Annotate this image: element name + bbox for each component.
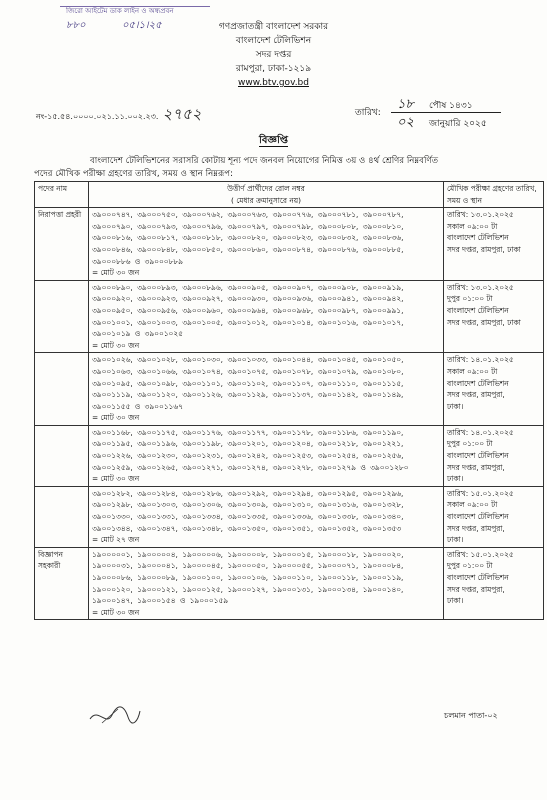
schedule-line: সদর দপ্তর, রামপুরা, ঢাকা — [447, 317, 521, 327]
roll-total: = মোট ৩০ জন — [92, 607, 140, 617]
intro-line-1: বাংলাদেশ টেলিভিশনের সরাসরি কোটায় শূন্য পদে জনবল নিয়োগের নিমিত্ত ৩য় ও ৪র্থ শ্রেণির নিম্নবর্ণিত — [90, 156, 439, 166]
roll-total: = মোট ৩০ জন — [92, 268, 140, 278]
cell-rolls — [89, 486, 444, 547]
schedule-line: বাংলাদেশ টেলিভিশন — [447, 378, 509, 388]
table-row — [35, 547, 544, 620]
roll-total: = মোট ৩০ জন — [92, 340, 140, 350]
stamp-office-label: জিরো আইটেম ডাক লাইন ও অন্ধপ্রবন — [66, 7, 174, 15]
cell-rolls — [89, 280, 444, 353]
date-month-bangla: পৌষ ১৪৩১ — [429, 101, 473, 111]
schedule-table — [34, 181, 544, 620]
table-body — [35, 208, 544, 620]
schedule-line: বাংলাদেশ টেলিভিশন — [447, 233, 509, 243]
schedule-line: দুপুর ০১:০০ টা — [447, 294, 493, 304]
cell-rolls — [89, 353, 444, 426]
schedule-line: তারিখ: ১৫.০১.২০২৫ — [447, 488, 514, 498]
schedule-line: ঢাকা। — [447, 401, 464, 411]
intro-line-2: পদের মৌখিক পরীক্ষা গ্রহণের তারিখ, সময় ও স্থান নিম্নরূপ: — [34, 169, 233, 179]
header-roll — [89, 182, 444, 208]
schedule-line: ঢাকা। — [447, 535, 464, 545]
date-label: তারিখ: — [355, 108, 381, 118]
roll-list: ৩৯০০০৭৪৭, ৩৯০০০৭৫০, ৩৯০০০৭৬২, ৩৯০০০৭৬৩, ৩৯০০০৭৭৬, ৩৯০০০৭৮১, ৩৯০০০৭৮৭, ৩৯০০০৭৯০, ৩৯০০০৭৯৩, ৩৯০০০৭৯৬, ৩৯০০০৭৯৭, ৩৯০০০৭৯৮, ৩৯০০০৮০৮, ৩৯০০০৮১০, ৩৯০০০৮১৬, ৩৯০০০৮১৭, ৩৯০০০৮১৮, ৩৯০০০৮২০, ৩৯০০০৮২৩, ৩৯০০০৮৩২, ৩৯০০০৮৩৬, ৩৯০০০৮৪৬, ৩৯০০০৮৪৮, ৩৯০০০৮৫০, ৩৯০০০৮৬০, ৩৯০০০৮৭৪, ৩৯০০০৮৭৬, ৩৯০০০৮৮৫, ৩৯০০০৮৮৬ ও ৩৯০০০৮৮৯ — [92, 210, 404, 266]
roll-total: = মোট ২৭ জন — [92, 535, 140, 545]
roll-list: ৩৯০০১০২৬, ৩৯০০১০২৮, ৩৯০০১০৩০, ৩৯০০১০৩৩, ৩৯০০১০৪৪, ৩৯০০১০৪৫, ৩৯০০১০৫০, ৩৯০০১০৬৩, ৩৯০০১০৬৬, ৩৯০০১০৭৪, ৩৯০০১০৭৫, ৩৯০০১০৭৮, ৩৯০০১০৭৯, ৩৯০০১০৮০, ৩৯০০১০৯৫, ৩৯০০১০৯৮, ৩৯০০১১০১, ৩৯০০১১০২, ৩৯০০১১০৭, ৩৯০০১১১০, ৩৯০০১১১৫, ৩৯০০১১১৯, ৩৯০০১১২০, ৩৯০০১১২৬, ৩৯০০১১২৯, ৩৯০০১১৩৭, ৩৯০০১১৪২, ৩৯০০১১৪৯, ৩৯০০১১৫৫ ও ৩৯০০১১৬৭ — [92, 355, 404, 411]
schedule-line: দুপুর ০১:০০ টা — [447, 439, 493, 449]
notice-title-text: বিজ্ঞপ্তি — [258, 135, 289, 146]
schedule-line: তারিখ: ১৫.০১.২০২৫ — [447, 549, 514, 559]
header-roll-title: উত্তীর্ণ প্রার্থীদের রোল নম্বর — [227, 184, 305, 193]
cell-post — [35, 353, 89, 426]
date-day-english: ০২ — [397, 115, 414, 130]
schedule-line: সদর দপ্তর, রামপুরা, — [447, 523, 505, 533]
roll-list: ৩৯০০১২৮২, ৩৯০০১২৮৪, ৩৯০০১২৮৬, ৩৯০০১২৯২, ৩৯০০১২৯৪, ৩৯০০১২৯৫, ৩৯০০১২৯৬, ৩৯০০১২৯৮, ৩৯০০১৩০৩, ৩৯০০১৩০৬, ৩৯০০১৩০৯, ৩৯০০১৩১০, ৩৯০০১৩১৬, ৩৯০০১৩২৮, ৩৯০০১৩৩০, ৩৯০০১৩৩১, ৩৯০০১৩৩৪, ৩৯০০১৩৩৫, ৩৯০০১৩৩৬, ৩৯০০১৩৩৮, ৩৯০০১৩৪০, ৩৯০০১৩৪৪, ৩৯০০১৩৪৭, ৩৯০০১৩৪৮, ৩৯০০১৩৫০, ৩৯০০১৩৫১, ৩৯০০১৩৫২, ৩৯০০১৩৫৩ — [92, 488, 404, 533]
cell-schedule — [444, 486, 544, 547]
header-org: বাংলাদেশ টেলিভিশন — [235, 36, 312, 46]
memo-handwritten: ২৭৫২ — [162, 105, 202, 123]
signature-mark — [88, 703, 142, 729]
cell-rolls — [89, 547, 444, 620]
schedule-line: বাংলাদেশ টেলিভিশন — [447, 573, 509, 582]
header-office: সদর দপ্তর — [255, 50, 292, 60]
cell-rolls — [89, 425, 444, 486]
schedule-line: সদর দপ্তর, রামপুরা, — [447, 390, 505, 400]
cell-schedule — [444, 208, 544, 281]
table-row — [35, 353, 544, 426]
schedule-line: বাংলাদেশ টেলিভিশন — [447, 305, 509, 315]
memo-number-text: নং-১৫.৫৪.০০০০.০২১.১১.০০২.২৩. — [36, 112, 159, 121]
cell-schedule — [444, 425, 544, 486]
cell-post: নিরাপত্তা প্রহরী — [35, 208, 89, 281]
header-website: www.btv.gov.bd — [238, 78, 309, 88]
roll-list: ৩৯০০১১৬৮, ৩৯০০১১৭৫, ৩৯০০১১৭৬, ৩৯০০১১৭৭, ৩৯০০১১৭৮, ৩৯০০১১৮৬, ৩৯০০১১৯০, ৩৯০০১১৯৫, ৩৯০০১১৯৬, ৩৯০০১১৯৮, ৩৯০০১২০১, ৩৯০০১২০৪, ৩৯০০১২১৮, ৩৯০০১২২১, ৩৯০০১২২৬, ৩৯০০১২৩০, ৩৯০০১২৩১, ৩৯০০১২৪২, ৩৯০০১২৫৩, ৩৯০০১২৫৪, ৩৯০০১২৫৬, ৩৯০০১২৫৯, ৩৯০০১২৬৫, ৩৯০০১২৭১, ৩৯০০১২৭৪, ৩৯০০১২৭৮, ৩৯০০১২৭৯ ও ৩৯০০১২৮০ — [92, 427, 409, 472]
table-row — [35, 280, 544, 353]
cell-post — [35, 425, 89, 486]
header-roll-subtitle: ( মেধার ক্রমানুসারে নয়) — [231, 195, 301, 205]
roll-total: = মোট ৩০ জন — [92, 413, 140, 423]
cell-rolls — [89, 208, 444, 281]
schedule-line: দুপুর ০১:০০ টা — [447, 561, 493, 571]
header-address: রামপুরা, ঢাকা-১২১৯ — [235, 64, 312, 74]
stamp-received-number: ৮৮০ — [66, 20, 86, 31]
schedule-line: সকাল ০৯:০০ টা — [447, 500, 498, 510]
schedule-line: বাংলাদেশ টেলিভিশন — [447, 451, 509, 461]
schedule-line: তারিখ: ১৩.০১.২০২৫ — [447, 282, 514, 292]
schedule-line: বাংলাদেশ টেলিভিশন — [447, 512, 509, 522]
notice-intro — [34, 155, 534, 181]
roll-list: ৩৯০০০৮৯০, ৩৯০০০৮৯৩, ৩৯০০০৮৯৬, ৩৯০০০৯০৫, ৩৯০০০৯০৭, ৩৯০০০৯০৮, ৩৯০০০৯১৯, ৩৯০০০৯২০, ৩৯০০০৯২৩, ৩৯০০০৯২৭, ৩৯০০০৯৩০, ৩৯০০০৯৩৬, ৩৯০০০৯৪১, ৩৯০০০৯৪২, ৩৯০০০৯৫০, ৩৯০০০৯৫৬, ৩৯০০০৯৬০, ৩৯০০০৯৬৪, ৩৯০০০৯৬৮, ৩৯০০০৯৮৭, ৩৯০০০৯৯১, ৩৯০০১০০১, ৩৯০০১০০৩, ৩৯০০১০০৫, ৩৯০০১০১২, ৩৯০০১০১৪, ৩৯০০১০১৬, ৩৯০০১০১৭, ৩৯০০১০১৯ ও ৩৯০০১০২৫ — [92, 282, 404, 339]
schedule-line: তারিখ: ১৩.০১.২০২৫ — [447, 210, 514, 220]
schedule-line: তারিখ: ১৪.০১.২০২৫ — [447, 427, 514, 437]
schedule-line: সদর দপ্তর, রামপুরা, — [447, 584, 505, 594]
cell-post — [35, 280, 89, 353]
roll-total: = মোট ৩০ জন — [92, 474, 140, 484]
roll-list: ১৯০০০০০১, ১৯০০০০০৪, ১৯০০০০০৬, ১৯০০০০০৮, ১৯০০০০১৫, ১৯০০০০১৮, ১৯০০০০২০, ১৯০০০০৩১, ১৯০০০০৪১, ১৯০০০০৪৫, ১৯০০০০৫০, ১৯০০০০৫৫, ১৯০০০০৭১, ১৯০০০০৮৪, ১৯০০০০৮৬, ১৯০০০০৮৯, ১৯০০০১০০, ১৯০০০১০৬, ১৯০০০১১০, ১৯০০০১১৮, ১৯০০০১১৯, ১৯০০০১২০, ১৯০০০১২১, ১৯০০০১২৫, ১৯০০০১২৭, ১৯০০০১৩১, ১৯০০০১৩৪, ১৯০০০১৪০, ১৯০০০১৪৭, ১৯০০০১৫৪ ও ১৯০০০১৫৯ — [92, 549, 404, 606]
schedule-line: ঢাকা। — [447, 474, 464, 484]
schedule-line: সদর দপ্তর, রামপুরা, — [447, 462, 505, 472]
table-header-row — [35, 182, 544, 208]
stamp-received-date: ০৫।১।২৫ — [122, 20, 162, 31]
continued-label: চলমান পাতা-০২ — [444, 711, 498, 720]
memo-number — [36, 103, 201, 128]
cell-post — [35, 486, 89, 547]
schedule-line: সকাল ০৯:০০ টা — [447, 221, 498, 231]
schedule-line: সকাল ০৯:০০ টা — [447, 366, 498, 376]
cell-schedule — [444, 280, 544, 353]
table-row — [35, 208, 544, 281]
table-row — [35, 486, 544, 547]
date-month-english: জানুয়ারি ২০২৫ — [429, 119, 487, 129]
cell-schedule — [444, 547, 544, 620]
cell-schedule — [444, 353, 544, 426]
schedule-line: ঢাকা। — [447, 596, 464, 606]
header-govt: গণপ্রজাতন্ত্রী বাংলাদেশ সরকার — [218, 22, 329, 32]
schedule-line: তারিখ: ১৪.০১.২০২৫ — [447, 355, 514, 365]
schedule-line: সদর দপ্তর, রামপুরা, ঢাকা — [447, 244, 521, 254]
notice-title — [0, 133, 547, 150]
issue-date — [355, 95, 505, 135]
header-post: পদের নাম — [35, 182, 89, 208]
table-row — [35, 425, 544, 486]
header-schedule: মৌখিক পরীক্ষা গ্রহণের তারিখ, সময় ও স্থান — [444, 182, 544, 208]
date-day-bangla: ১৮ — [397, 97, 414, 112]
cell-post: বিজ্ঞাপন সহকারী — [35, 547, 89, 620]
